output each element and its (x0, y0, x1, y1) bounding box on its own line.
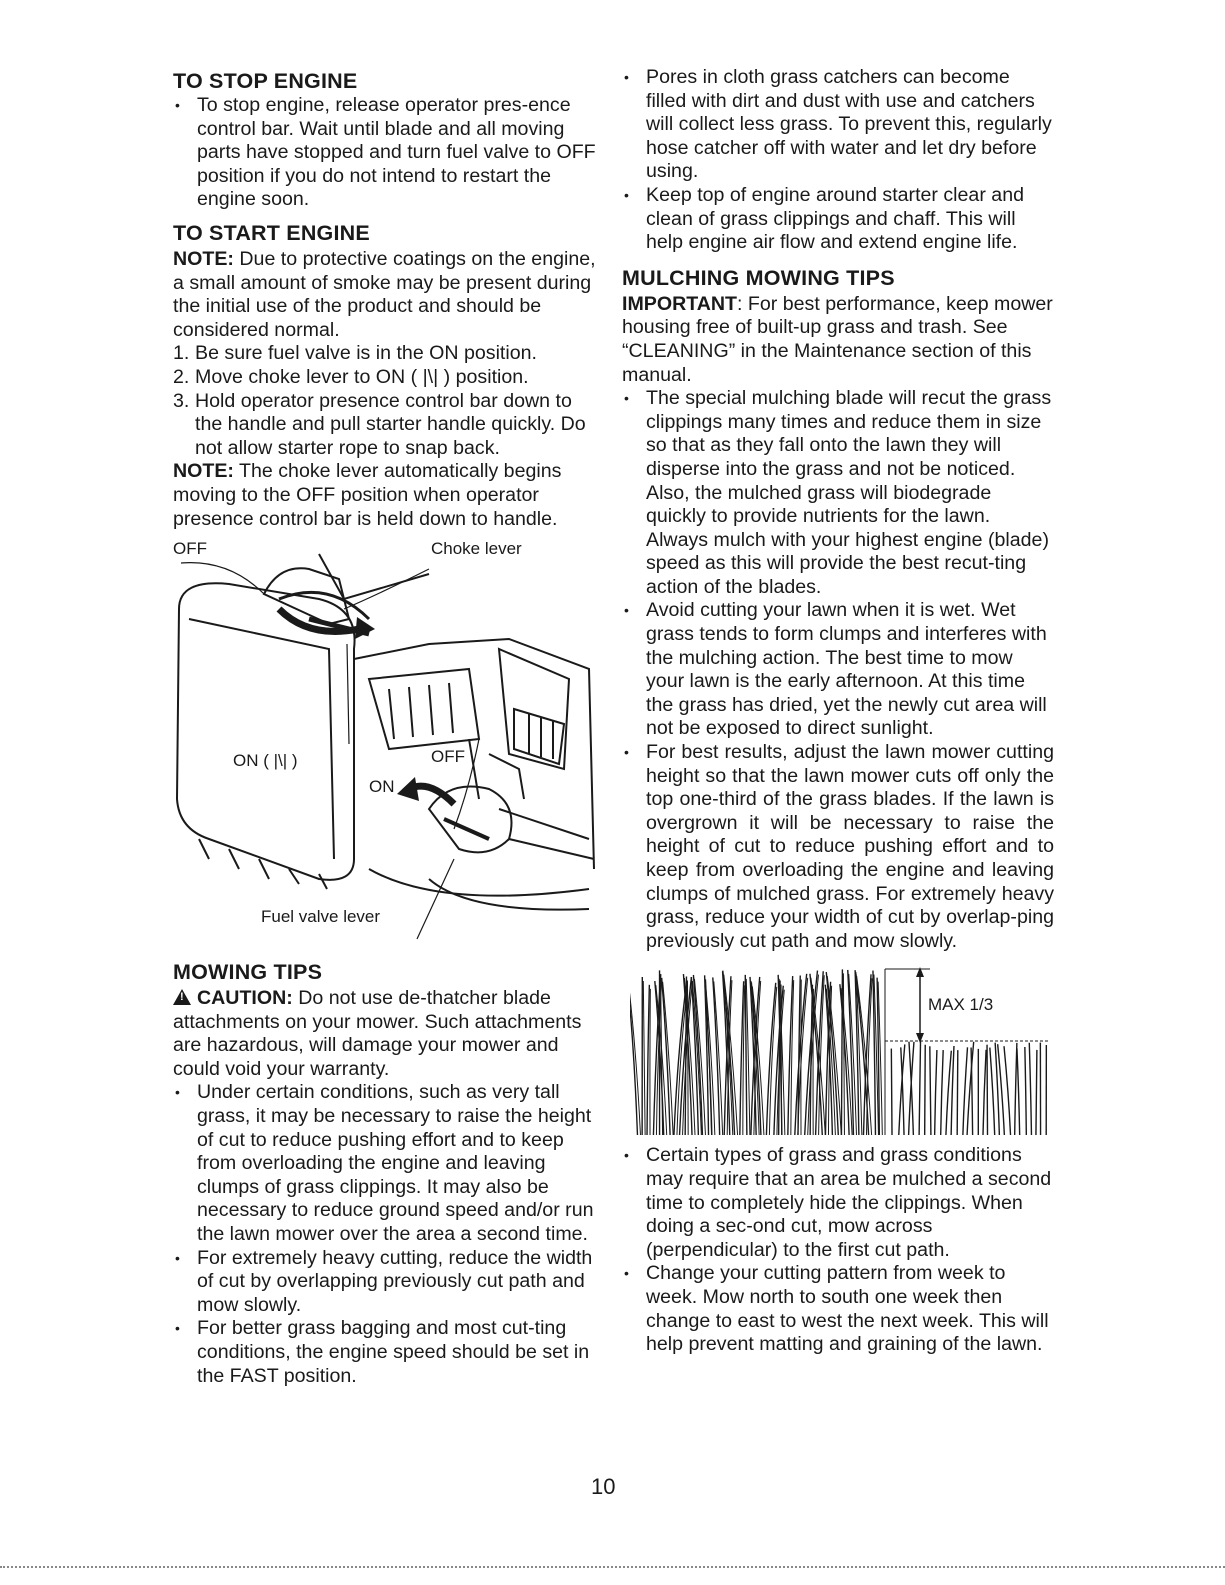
note-label: NOTE: (173, 460, 234, 483)
mulching-tips-list (622, 387, 1054, 953)
right-column (622, 66, 1054, 1357)
step-text: Move choke lever to ON ( |\| ) position. (195, 365, 529, 388)
start-steps (173, 342, 603, 460)
step-number: 3. (173, 389, 190, 412)
choke-lever-label: Choke lever (431, 539, 522, 559)
catcher-tips-list (622, 66, 1054, 255)
start-note-1 (173, 248, 603, 342)
list-item: • For best results, adjust the lawn mower cutting height so that the lawn mower cuts off only the top one-third of the grass blades. If the lawn is overgrown it will be necessary to raise the height of cut to reduce pushing effort and to keep from overloading the engine and leaving clumps of mulched grass. For extremely heavy grass, reduce your width of cut by overlap-ping previously cut path and mow slowly. (622, 741, 1054, 953)
list-item: • Keep top of engine around starter clear and clean of grass clippings and chaff. This will help engine air flow and extend engine life. (622, 184, 1054, 255)
grass-height-illustration (630, 963, 1050, 1138)
engine-drawing (169, 539, 609, 959)
mulching-tips-heading: MULCHING MOWING TIPS (622, 265, 895, 290)
step-text: Be sure fuel valve is in the ON position. (195, 342, 537, 365)
list-item: • Pores in cloth grass catchers can become filled with dirt and dust with use and catchers will collect less grass. To prevent this, regularly hose catcher off with water and let dry before using. (622, 66, 1054, 184)
start-note-2 (173, 460, 603, 531)
list-item: • Avoid cutting your lawn when it is wet. Wet grass tends to form clumps and interferes with the mulching action. The best time to mow your lawn is the early afternoon. At this time the grass has dried, yet the newly cut area will not be exposed to direct sunlight. (622, 599, 1054, 741)
list-item: • Under certain conditions, such as very tall grass, it may be necessary to raise the height of cut to reduce pushing effort and to keep from overloading the engine and leaving clumps of grass clippings. It may also be necessary to reduce ground speed and/or run the lawn mower over the area a second time. (173, 1081, 603, 1246)
important-label: IMPORTANT (622, 292, 738, 315)
on-valve-label: ON (369, 777, 395, 797)
note-text: Due to protective coatings on the engine, a small amount of smoke may be present during the initial use of the product and should be considered normal. (173, 247, 596, 341)
list-item: • To stop engine, release operator pres-ence control bar. Wait until blade and all moving parts have stopped and turn fuel valve to OFF position if you do not intend to restart the engine soon. (173, 94, 603, 212)
cutting-pattern-list (622, 1144, 1054, 1356)
list-item: • For better grass bagging and most cut-ting conditions, the engine speed should be set in the FAST position. (173, 1317, 603, 1388)
list-item (173, 342, 603, 366)
caution-body: Do not use de-thatcher blade attachments on your mower. Such attachments are hazardous, will damage your mower and could void your warranty. (173, 987, 582, 1080)
grass-drawing (630, 963, 1050, 1138)
caution-label: CAUTION: (197, 987, 293, 1010)
note-text: The choke lever automatically begins moving to the OFF position when operator presence control bar is held down to handle. (173, 460, 562, 530)
list-item: • For extremely heavy cutting, reduce the width of cut by overlapping previously cut path and mow slowly. (173, 1247, 603, 1318)
important-text (622, 293, 1054, 387)
step-text: Hold operator presence control bar down to the handle and pull starter handle quickly. Do not allow starter rope to snap back. (195, 389, 586, 459)
step-number: 2. (173, 365, 190, 388)
step-number: 1. (173, 342, 190, 365)
fuel-valve-lever-label: Fuel valve lever (261, 907, 381, 927)
stop-engine-heading: TO STOP ENGINE (173, 69, 358, 93)
mowing-tips-list (173, 1081, 603, 1388)
important-body: : For best performance, keep mower housing free of built-up grass and trash. See “CLEANING” in the Maintenance section of this manual. (622, 292, 1053, 386)
mowing-tips-heading: MOWING TIPS (173, 960, 323, 985)
off-valve-label: OFF (431, 747, 465, 767)
list-item (173, 366, 603, 390)
caution-text (173, 987, 603, 1081)
off-label: OFF (173, 539, 207, 559)
list-item: • Certain types of grass and grass conditions may require that an area be mulched a second time to completely hide the clippings. When doing a sec-ond cut, mow across (perpendicular) to the first cut path. (622, 1144, 1054, 1262)
on-choke-label: ON ( |\| ) (233, 751, 298, 771)
list-item: • The special mulching blade will recut the grass clippings many times and reduce them in size so that as they fall onto the lawn they will disperse into the grass and not be noticed. Also, the mulched grass will biodegrade quickly to provide nutrients for the lawn. Always mulch with your highest engine (blade) speed as this will provide the best recut-ting action of the blades. (622, 387, 1054, 599)
engine-controls-illustration (169, 539, 609, 959)
note-label: NOTE: (173, 247, 234, 270)
max-one-third-label: MAX 1/3 (928, 995, 994, 1015)
list-item: • Change your cutting pattern from week to week. Mow north to south one week then change to east to west the next week. This will help prevent matting and graining of the lawn. (622, 1262, 1054, 1356)
page-bottom-rule (0, 1566, 1225, 1568)
page-number: 10 (591, 1474, 616, 1499)
warning-icon (173, 989, 191, 1005)
list-item (173, 390, 603, 461)
left-column (173, 66, 603, 1388)
start-engine-heading: TO START ENGINE (173, 220, 370, 245)
stop-engine-list (173, 94, 603, 212)
